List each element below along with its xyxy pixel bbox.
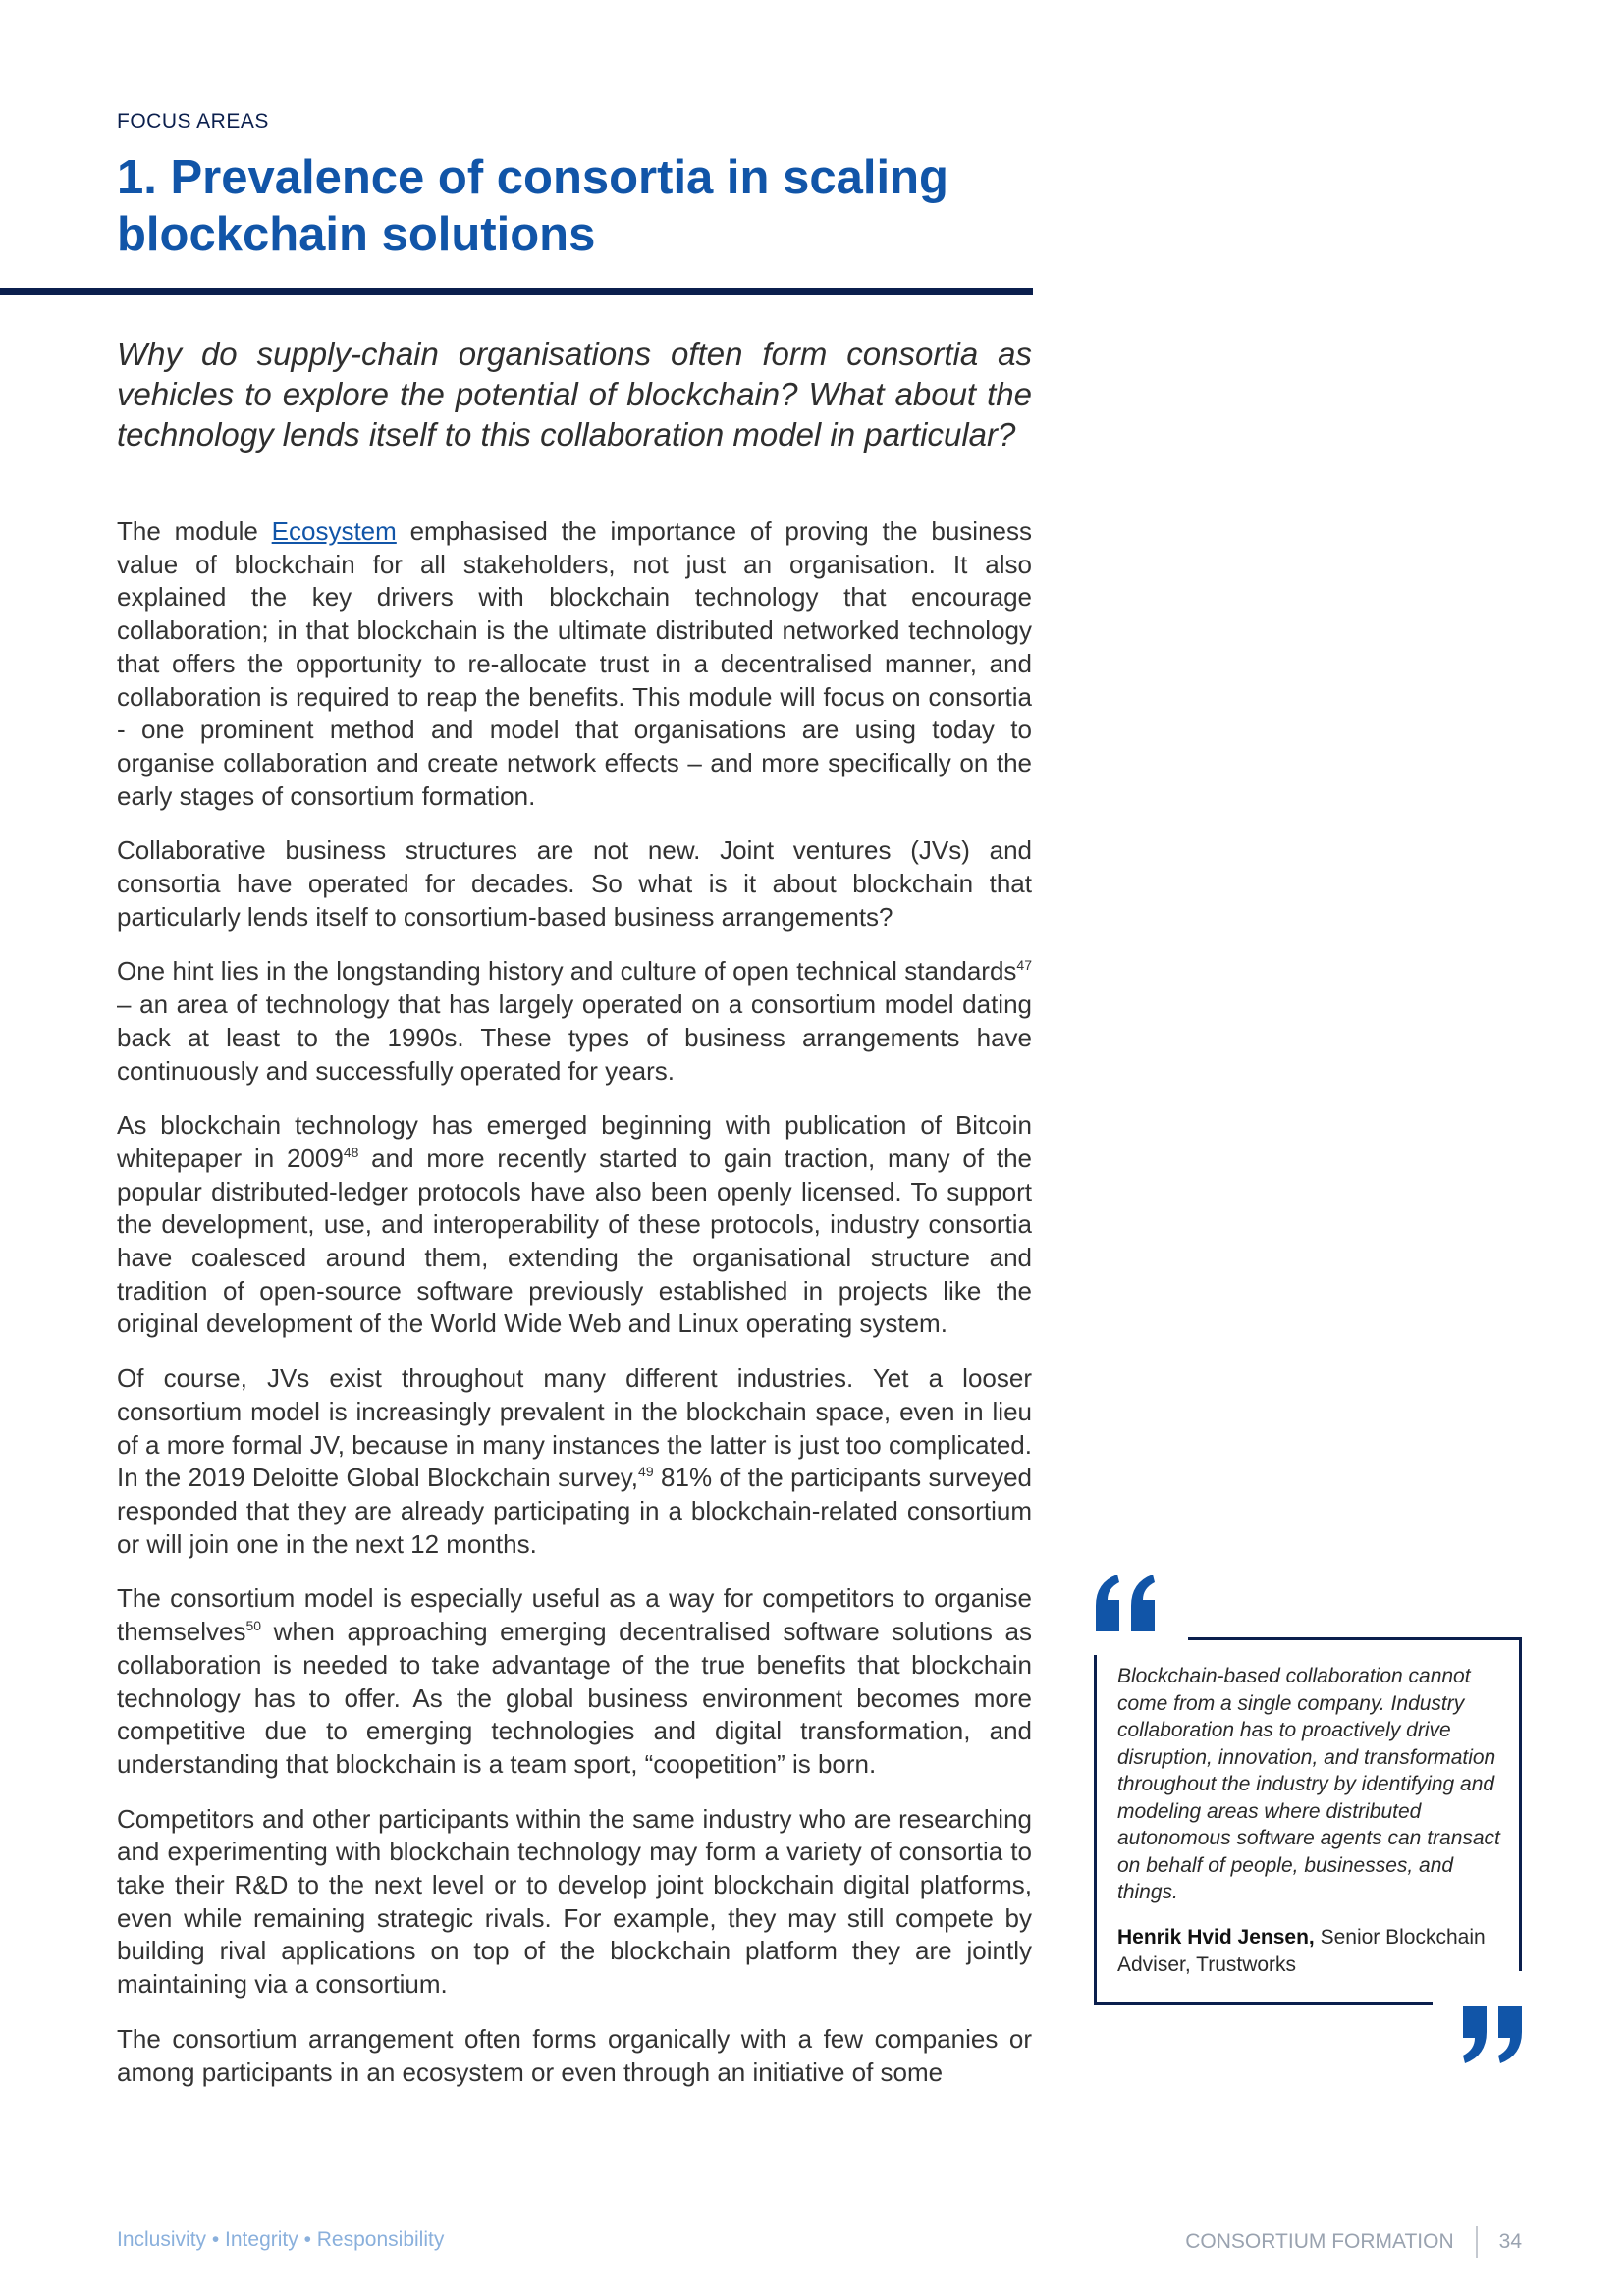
paragraph-6: The consortium model is especially useful as a way for competitors to organise themselves$^{50}$ when approaching emerging decentralised software solutions as collaboration is needed to take advantage of the true benefits that blockchain technology has to offer. As the global business environment becomes more competitive due to emerging technologies and digital transformation, and understanding that blockchain is a team sport, “coopetition” is born. [117,1583,1032,1779]
footnote-ref-49: 49 [638,1464,654,1480]
quote-border-left [1094,1655,1097,2004]
page-title [117,149,1001,263]
footer-divider [1476,2226,1478,2258]
footer-tagline: Inclusivity • Integrity • Responsibility [117,2228,445,2251]
page-number: 34 [1498,2230,1522,2253]
quote-border-right [1519,1637,1522,1971]
open-quote-icon [1092,1571,1161,1635]
paragraph-3: One hint lies in the longstanding history and culture of open technical standards$^{47}$ – an area of technology that has largely operated on a consortium model dating back at least to the 1990s. These types of business arrangements have continuously and successfully operated for years. [117,956,1032,1086]
footnote-ref-50: 50 [245,1618,262,1634]
title-divider [0,288,1033,295]
quote-border-top [1188,1637,1522,1640]
pull-quote-attribution [1117,1924,1500,1978]
body-text [117,515,1032,2110]
footer-section-name: CONSORTIUM FORMATION [1185,2230,1454,2253]
footer-page-info [1185,2226,1522,2258]
paragraph-5: Of course, JVs exist throughout many different industries. Yet a looser consortium model is increasingly prevalent in the blockchain space, even in lieu of a more formal JV, because in many instances the latter is just too complicated. In the 2019 Deloitte Global Blockchain survey,$^{49}$ 81% of the participants surveyed responded that they are already participating in a blockchain-related consortium or will join one in the next 12 months. [117,1363,1032,1559]
paragraph-4: As blockchain technology has emerged beginning with publication of Bitcoin whitepaper in 2009$^{48}$ and more recently started to gain traction, many of the popular distributed-ledger protocols have also been openly licensed. To support the development, use, and interoperability of these protocols, industry consortia have coalesced around them, extending the organisational structure and tradition of open-source software previously established in projects like the original development of the World Wide Web and Linux operating system. [117,1110,1033,1339]
intro-question: Why do supply-chain organisations often form consortia as vehicles to explore the potential of blockchain? What about the technology lends itself to this collaboration model in particular? [117,336,1032,453]
pull-quote-text: Blockchain-based collaboration cannot come from a single company. Industry collaboration has to proactively drive disruption, innovation, and transformation throughout the industry by identifying and modeling areas where distributed autonomous software agents can transact on behalf of people, businesses, and things. [1117,1665,1500,1903]
paragraph-7: Competitors and other participants within the same industry who are researching and experimenting with blockchain technology may form a variety of consortia to take their R&D to the next level or to develop joint blockchain digital platforms, even while remaining strategic rivals. For example, they may still compete by building rival applications on top of the blockchain platform they are jointly maintaining via a consortium. [117,1803,1032,2000]
close-quote-icon [1457,2002,1526,2067]
paragraph-8: The consortium arrangement often forms organically with a few companies or among participants in an ecosystem or even through an initiative of some [117,2023,1032,2087]
section-label: FOCUS AREAS [117,110,269,133]
footnote-ref-48: 48 [343,1144,359,1160]
footnote-ref-47: 47 [1016,957,1032,974]
page-title-line-2: blockchain solutions [117,208,596,261]
ecosystem-link[interactable]: Ecosystem [271,516,397,546]
quote-author: Henrik Hvid Jensen, [1117,1926,1315,1949]
quote-author-role: Senior Blockchain Adviser, Trustworks [1117,1926,1486,1976]
paragraph-1: The module Ecosystem emphasised the importance of proving the business value of blockchain for all stakeholders, not just an organisation. It also explained the key drivers with blockchain technology that encourage collaboration; in that blockchain is the ultimate distributed networked technology that offers the opportunity to re-allocate trust in a decentralised manner, and collaboration is required to reap the benefits. This module will focus on consortia - one prominent method and model that organisations are using today to organise collaboration and create network effects – and more specifically on the early stages of consortium formation. [117,516,1032,811]
page-title-line-1: 1. Prevalence of consortia in scaling [117,151,948,204]
paragraph-2: Collaborative business structures are not new. Joint ventures (JVs) and consortia have operated for decades. So what is it about blockchain that particularly lends itself to consortium-based business arrangements? [117,835,1032,932]
quote-border-bottom [1094,2002,1433,2005]
